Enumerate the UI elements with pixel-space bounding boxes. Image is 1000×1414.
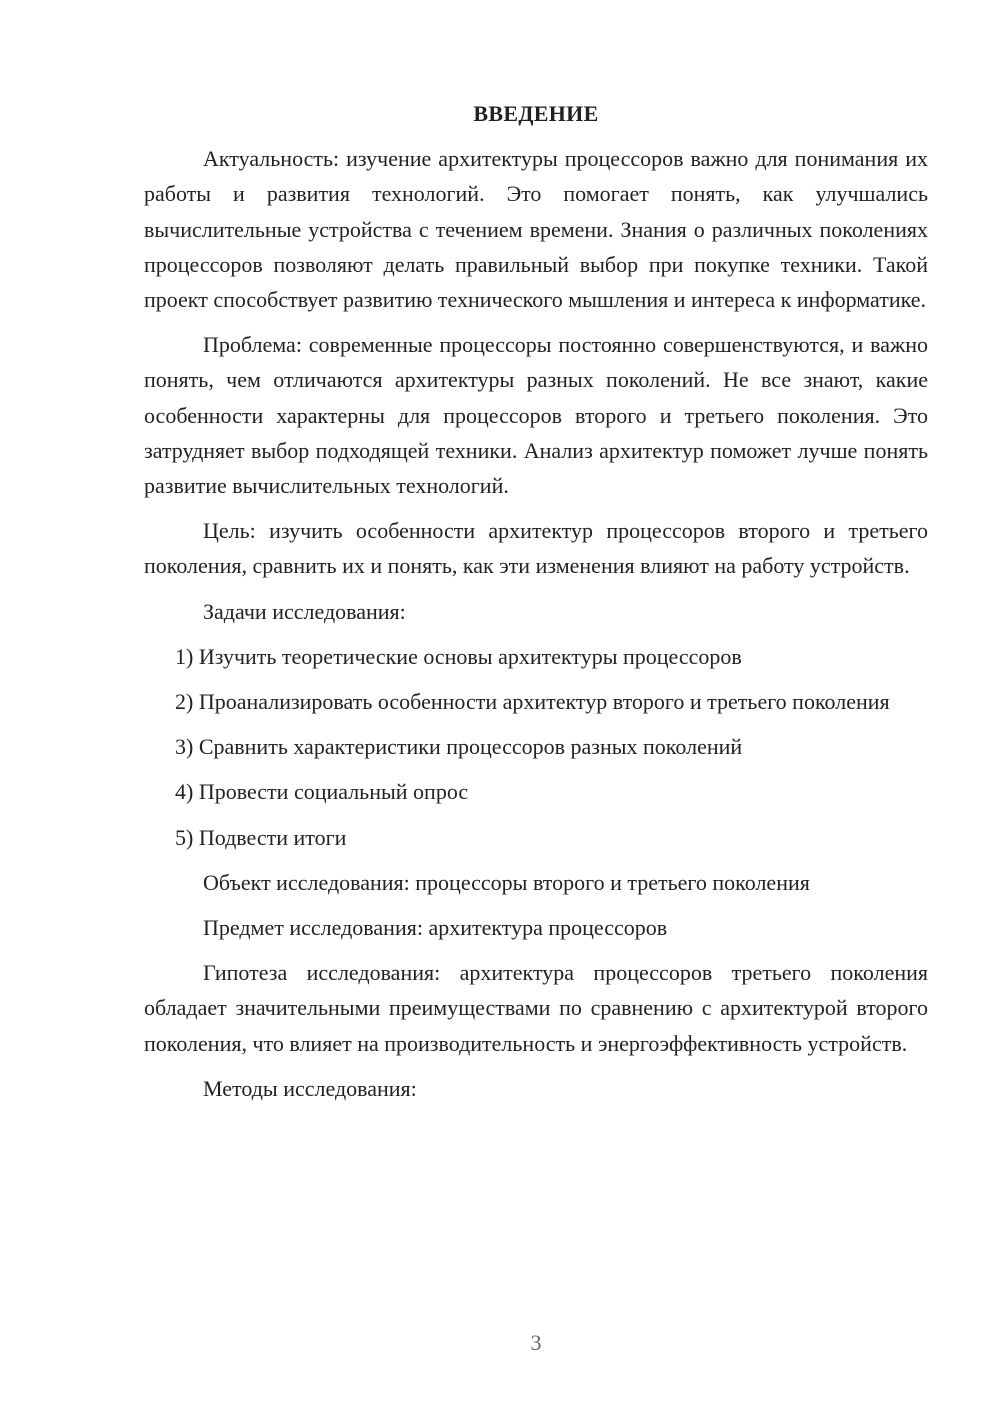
task-item-1: 1) Изучить теоретические основы архитектуры процессоров bbox=[175, 643, 742, 669]
document-page bbox=[144, 96, 928, 1116]
methods-paragraph: Методы исследования: bbox=[203, 1075, 417, 1101]
problem-paragraph: Проблема: современные процессоры постоянно совершенствуются, и важно понять, чем отличаются архитектуры разных поколений. Не все знают, какие особенности характерны для процессоров второго и третьего поколения. Это затрудняет выбор подходящей техники. Анализ архитектур поможет лучше понять развитие вычислительных технологий. bbox=[144, 332, 928, 499]
hypothesis-paragraph: Гипотеза исследования: архитектура процессоров третьего поколения обладает значительными преимуществами по сравнению с архитектурой второго поколения, что влияет на производительность и энергоэффективность устройств. bbox=[144, 960, 928, 1056]
task-item-2: 2) Проанализировать особенности архитектур второго и третьего поколения bbox=[175, 689, 890, 715]
goal-paragraph: Цель: изучить особенности архитектур процессоров второго и третьего поколения, сравнить их и понять, как эти изменения влияют на работу устройств. bbox=[144, 518, 928, 579]
page-number: 3 bbox=[530, 1330, 542, 1355]
task-item-4: 4) Провести социальный опрос bbox=[175, 779, 469, 805]
task-item-5: 5) Подвести итоги bbox=[175, 824, 347, 850]
object-paragraph: Объект исследования: процессоры второго и третьего поколения bbox=[203, 869, 810, 895]
tasks-title: Задачи исследования: bbox=[203, 598, 406, 624]
subject-paragraph: Предмет исследования: архитектура процессоров bbox=[203, 915, 668, 941]
relevance-paragraph: Актуальность: изучение архитектуры процессоров важно для понимания их работы и развития технологий. Это помогает понять, как улучшались вычислительные устройства с течением времени. Знания о различных поколениях процессоров позволяют делать правильный выбор при покупке техники. Такой проект способствует развитию технического мышления и интереса к информатике. bbox=[144, 146, 928, 313]
section-heading: ВВЕДЕНИЕ bbox=[473, 101, 599, 126]
task-item-3: 3) Сравнить характеристики процессоров разных поколений bbox=[175, 734, 743, 760]
